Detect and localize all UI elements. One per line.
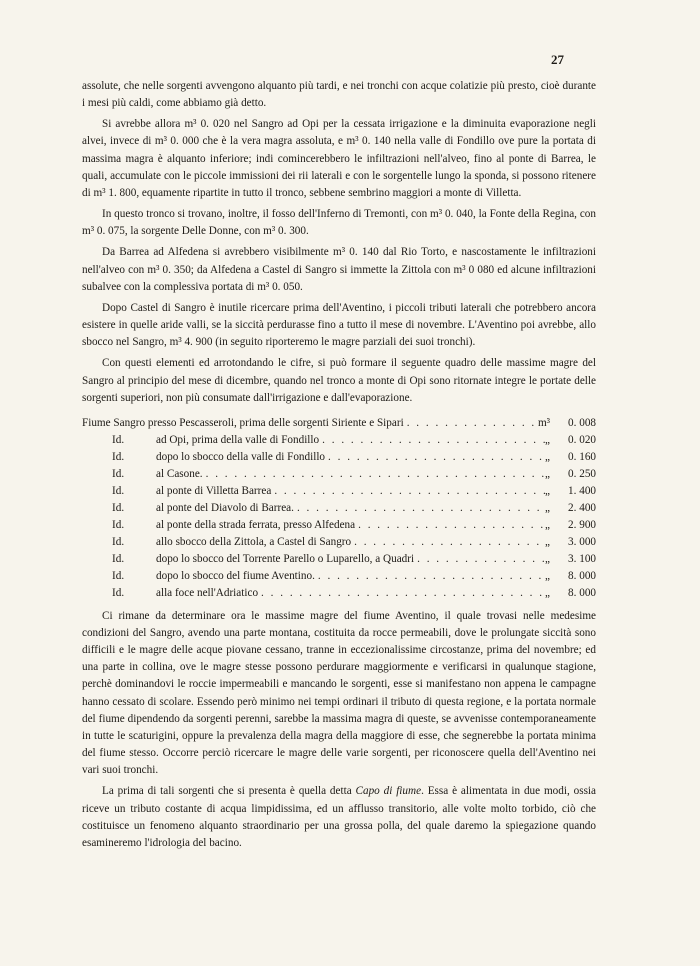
row-unit: „	[545, 467, 550, 480]
row-value: 1. 400	[568, 484, 596, 497]
leader-dots	[355, 517, 545, 534]
row-value: 0. 008	[568, 416, 596, 429]
table-row	[82, 585, 596, 602]
leader-dots	[351, 534, 545, 551]
row-label: Fiume Sangro presso Pescasseroli, prima delle sorgenti Siriente e Sipari	[82, 416, 404, 429]
row-location: dopo lo sbocco del fiume Aventino.	[156, 569, 315, 582]
row-unit: „	[545, 569, 550, 582]
paragraph: assolute, che nelle sorgenti avvengono alquanto più tardi, e nei tronchi con acque colatizie più presto, cioè durante i mesi più caldi, come abbiamo già detto.	[82, 80, 596, 110]
table-row	[82, 551, 596, 568]
leader-dots	[325, 449, 545, 466]
row-unit: „	[545, 552, 550, 565]
table-row	[82, 466, 596, 483]
row-location: dopo lo sbocco del Torrente Parello o Luparello, a Quadri	[156, 552, 415, 565]
paragraph-text: La prima di tali sorgenti che si presenta è quella detta	[102, 785, 356, 798]
row-location: alla foce nell'Adriatico	[156, 586, 259, 599]
table-row	[82, 432, 596, 449]
row-unit: „	[545, 518, 550, 531]
table-row	[82, 415, 596, 432]
leader-dots	[315, 568, 545, 585]
row-value: 2. 900	[568, 518, 596, 531]
row-id: Id.	[112, 467, 125, 480]
paragraph	[82, 783, 596, 852]
row-value: 8. 000	[568, 586, 596, 599]
leader-dots	[294, 500, 545, 517]
table-row	[82, 568, 596, 585]
paragraph: Con questi elementi ed arrotondando le cifre, si può formare il seguente quadro delle massime magre del Sangro al principio del mese di dicembre, quando nel tronco a monte di Opi sono ritornate integre le portate delle sorgenti superiori, non più consumate dall'irrigazione e dall'evaporazione.	[82, 357, 596, 404]
paragraph: Dopo Castel di Sangro è inutile ricercare prima dell'Aventino, i piccoli tributi laterali che potrebbero ancora esistere in quelle aride valli, se la siccità perdurasse fino a tutto il mese di novembre. L'Aventino poi avrebbe, allo sbocco nel Sangro, m³ 4. 900 (in seguito riporteremo le magre parziali dei suoi tronchi).	[82, 301, 596, 349]
row-unit: „	[545, 501, 550, 514]
row-unit: „	[545, 586, 550, 599]
page-body	[82, 78, 596, 856]
row-value: 0. 160	[568, 450, 596, 463]
row-id: Id.	[112, 569, 125, 582]
emphasized-term: Capo di fiume	[355, 785, 422, 798]
row-value: 2. 400	[568, 501, 596, 514]
row-id: Id.	[112, 518, 125, 531]
leader-dots	[414, 551, 545, 568]
row-value: 3. 000	[568, 535, 596, 548]
row-id: Id.	[112, 484, 125, 497]
row-id: Id.	[112, 450, 125, 463]
paragraph-text: . Essa è alimentata in due modi, ossia riceve un tributo costante di acqua limpidissima, ed un afflusso transitorio, alle volte molto torbido, ciò che costituisce un fenomeno alquanto straordinario per una grossa polla, del quale daremo la spiegazione quando esamineremo l'idrologia del bacino.	[82, 785, 596, 849]
row-location: allo sbocco della Zittola, a Castel di Sangro	[156, 535, 352, 548]
leader-dots	[203, 466, 545, 483]
row-unit: m³	[537, 416, 550, 429]
row-value: 0. 250	[568, 467, 596, 480]
table-row	[82, 534, 596, 551]
row-unit: „	[545, 433, 550, 446]
row-location: al Casone.	[156, 467, 203, 480]
page-number: 27	[551, 52, 564, 67]
leader-dots	[319, 432, 545, 449]
paragraph: In questo tronco si trovano, inoltre, il fosso dell'Inferno di Tremonti, con m³ 0. 040, la Fonte della Regina, con m³ 0. 075, la sorgente Delle Donne, con m³ 0. 300.	[82, 208, 596, 238]
row-value: 3. 100	[568, 552, 596, 565]
row-location: ad Opi, prima della valle di Fondillo	[156, 433, 320, 446]
row-id: Id.	[112, 535, 125, 548]
row-id: Id.	[112, 586, 125, 599]
row-id: Id.	[112, 433, 125, 446]
row-location: al ponte del Diavolo di Barrea.	[156, 501, 294, 514]
table-row	[82, 449, 596, 466]
row-unit: „	[545, 450, 550, 463]
leader-dots	[258, 585, 545, 602]
paragraph: Si avrebbe allora m³ 0. 020 nel Sangro ad Opi per la cessata irrigazione e la diminuita evaporazione negli alvei, invece di m³ 0. 000 che è la vera magra assoluta, e m³ 0. 140 nella valle di Fondillo ove pure la portata di massima magra è alquanto inferiore; indi comincerebbero le infiltrazioni nell'alveo, fino al ponte di Barrea, le quali, accumulate con le piccole immissioni dei rii laterali e con le sorgentelle lungo la sponda, si possono ritenere di m³ 1. 800, equamente ripartite in tutto il tronco, sebbene sembrino maggiori a monte di Villetta.	[82, 118, 596, 199]
table-row	[82, 517, 596, 534]
table-row	[82, 500, 596, 517]
discharge-table	[82, 415, 596, 602]
leader-dots	[271, 483, 545, 500]
row-unit: „	[545, 484, 550, 497]
row-id: Id.	[112, 501, 125, 514]
paragraph: Ci rimane da determinare ora le massime magre del fiume Aventino, il quale trovasi nelle medesime condizioni del Sangro, avendo una parte montana, costituita da rocce permeabili, dove le prolungate siccità sono difficili e le magre delle acque piovane cessano, tranne in eccezionalissime circostanze, prima del novembre; ed una parte in collina, ove le magre stesse possono perdurare maggiormente e verificarsi in qualunque stagione, perchè dominandovi le roccie impermeabili e mancando le sorgenti, esse si manifestano non appena le campagne hanno cessato di scolare. Essendo però minimo nei tempi ordinari il tributo di questa regione, e la portata normale del fiume dipendendo da sorgenti perenni, sarebbe la massima magra di queste, se avvenisse contemporaneamente in tutte le scaturigini, oppure la prevalenza della magra della maggiore di esse, che segnerebbe la portata minima del fiume stesso. Occorre perciò ricercare le magre delle varie sorgenti, per riconoscere quella dell'Aventino nei vari suoi tronchi.	[82, 609, 596, 777]
row-location: al ponte di Villetta Barrea	[156, 484, 272, 497]
leader-dots	[404, 415, 538, 432]
row-id: Id.	[112, 552, 125, 565]
row-location: dopo lo sbocco della valle di Fondillo	[156, 450, 326, 463]
row-location: al ponte della strada ferrata, presso Alfedena	[156, 518, 356, 531]
row-unit: „	[545, 535, 550, 548]
table-row	[82, 483, 596, 500]
paragraph: Da Barrea ad Alfedena si avrebbero visibilmente m³ 0. 140 dal Rio Torto, e nascostamente le infiltrazioni nell'alveo con m³ 0. 350; da Alfedena a Castel di Sangro si immette la Zittola con m³ 0 080 ed alcune infiltrazioni subalvee con la complessiva portata di m³ 0. 050.	[82, 246, 596, 293]
row-value: 0. 020	[568, 433, 596, 446]
row-value: 8. 000	[568, 569, 596, 582]
